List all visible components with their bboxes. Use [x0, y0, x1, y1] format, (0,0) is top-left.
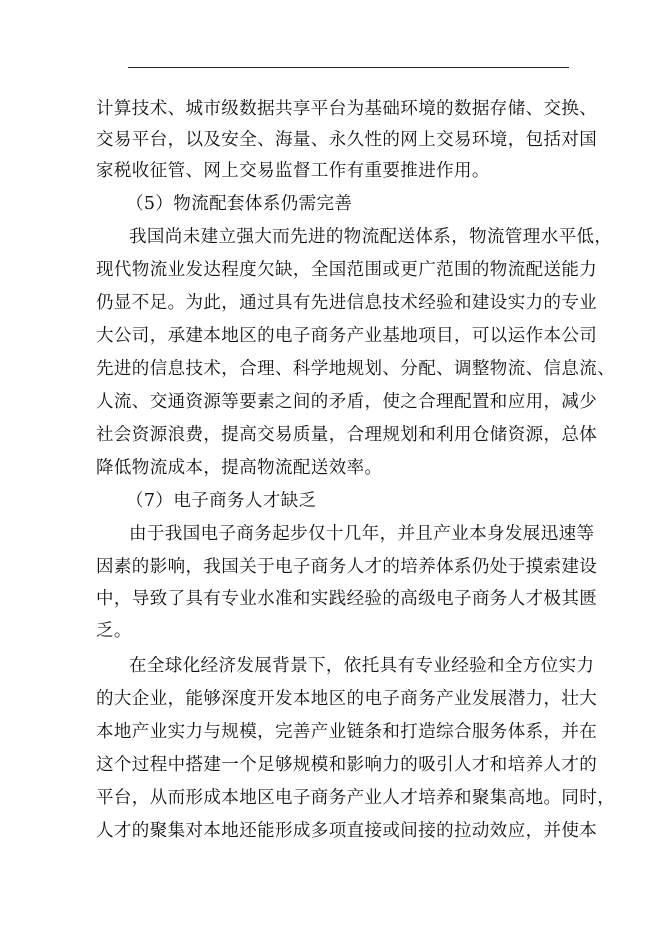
paragraph-3-line-1: 由于我国电子商务起步仅十几年，并且产业本身发展迅速等 [129, 524, 595, 544]
paragraph-4-line-2: 的大企业，能够深度开发本地区的电子商务产业发展潜力，壮大 [96, 689, 598, 709]
paragraph-2-line-5: 先进的信息技术，合理、科学地规划、分配、调整物流、信息流、 [96, 359, 616, 379]
paragraph-1-line-1: 计算技术、城市级数据共享平台为基础环境的数据存储、交换、 [96, 99, 598, 119]
paragraph-1-line-2: 交易平台，以及安全、海量、永久性的网上交易环境，包括对国 [96, 130, 598, 150]
paragraph-3-line-4: 乏。 [96, 621, 132, 641]
paragraph-2-line-3: 仍显不足。为此，通过具有先进信息技术经验和建设实力的专业 [96, 293, 598, 313]
section-heading-5: （5）物流配套体系仍需完善 [126, 194, 353, 214]
paragraph-4-line-4: 这个过程中搭建一个足够规模和影响力的吸引人才和培养人才的 [96, 755, 598, 775]
paragraph-1-line-3: 家税收征管、网上交易监督工作有重要推进作用。 [96, 161, 490, 181]
paragraph-4-line-6: 人才的聚集对本地还能形成多项直接或间接的拉动效应，并使本 [96, 821, 598, 841]
paragraph-2-line-7: 社会资源浪费，提高交易质量，合理规划和利用仓储资源，总体 [96, 425, 598, 445]
paragraph-2-line-6: 人流、交通资源等要素之间的矛盾，使之合理配置和应用，减少 [96, 392, 598, 412]
paragraph-2-line-4: 大公司，承建本地区的电子商务产业基地项目，可以运作本公司 [96, 326, 598, 346]
section-heading-7: （7）电子商务人才缺乏 [126, 491, 317, 511]
paragraph-4-line-3: 本地产业实力与规模，完善产业链条和打造综合服务体系，并在 [96, 722, 598, 742]
paragraph-4-line-5: 平台，从而形成本地区电子商务产业人才培养和聚集高地。同时， [96, 788, 616, 808]
paragraph-2-line-2: 现代物流业发达程度欠缺，全国范围或更广范围的物流配送能力 [96, 260, 598, 280]
paragraph-4-line-1: 在全球化经济发展背景下，依托具有专业经验和全方位实力 [129, 656, 595, 676]
paragraph-2-line-1: 我国尚未建立强大而先进的物流配送体系，物流管理水平低， [129, 227, 613, 247]
paragraph-3-line-2: 因素的影响，我国关于电子商务人才的培养体系仍处于摸索建设 [96, 557, 598, 577]
paragraph-3-line-3: 中，导致了具有专业水准和实践经验的高级电子商务人才极其匮 [96, 589, 598, 609]
paragraph-2-line-8: 降低物流成本，提高物流配送效率。 [96, 458, 383, 478]
header-rule [128, 67, 569, 68]
